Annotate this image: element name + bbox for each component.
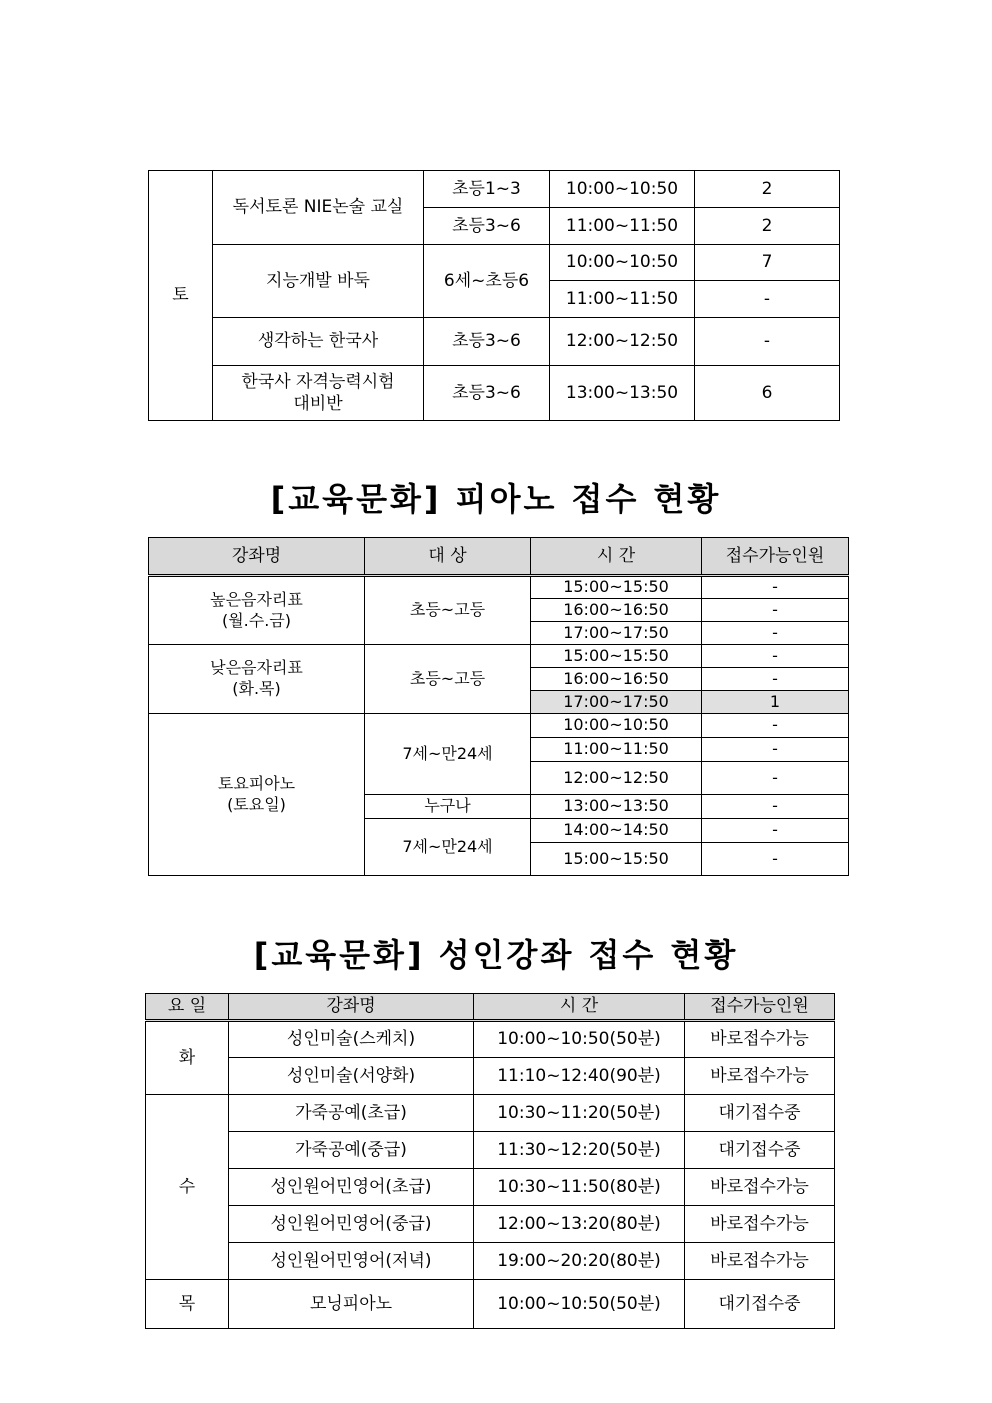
time-cell: 15:00~15:50 xyxy=(531,576,702,599)
target-cell: 초등1~3 xyxy=(424,171,550,208)
table-row xyxy=(146,1243,835,1280)
target-cell: 7세~만24세 xyxy=(365,819,531,876)
time-cell: 17:00~17:50 xyxy=(531,622,702,645)
avail-cell: - xyxy=(702,762,849,795)
course-cell xyxy=(149,576,365,645)
time-cell: 16:00~16:50 xyxy=(531,668,702,691)
avail-cell: - xyxy=(702,714,849,738)
course-cell: 가죽공예(초급) xyxy=(229,1095,474,1132)
table-row xyxy=(146,1021,835,1058)
avail-cell: 2 xyxy=(695,208,840,245)
course-days: (화.목) xyxy=(232,679,281,698)
table-row xyxy=(149,318,840,366)
adult-section-title: [교육문화] 성인강좌 접수 현황 xyxy=(253,936,739,974)
avail-cell: - xyxy=(702,819,849,843)
piano-table xyxy=(148,537,849,876)
day-cell: 수 xyxy=(146,1095,229,1280)
course-cell: 성인미술(서양화) xyxy=(229,1058,474,1095)
time-cell: 15:00~15:50 xyxy=(531,645,702,668)
course-line: 대비반 xyxy=(293,394,343,414)
avail-cell: - xyxy=(695,281,840,318)
target-cell: 7세~만24세 xyxy=(365,714,531,795)
avail-cell: - xyxy=(702,599,849,622)
time-cell: 10:00~10:50 xyxy=(531,714,702,738)
table-row xyxy=(146,1206,835,1243)
piano-section-title: [교육문화] 피아노 접수 현황 xyxy=(270,480,722,518)
day-cell: 화 xyxy=(146,1021,229,1095)
time-cell: 14:00~14:50 xyxy=(531,819,702,843)
header-target: 대 상 xyxy=(365,538,531,576)
course-days: (토요일) xyxy=(227,794,286,814)
header-day: 요 일 xyxy=(146,994,229,1021)
avail-cell: - xyxy=(702,795,849,819)
course-cell: 생각하는 한국사 xyxy=(213,318,424,366)
table-row xyxy=(149,171,840,208)
time-cell: 11:00~11:50 xyxy=(531,738,702,762)
time-cell: 10:30~11:50(80분) xyxy=(474,1169,685,1206)
avail-cell: 2 xyxy=(695,171,840,208)
course-cell xyxy=(149,645,365,714)
saturday-program-table xyxy=(148,170,840,421)
course-days: (월.수.금) xyxy=(221,610,292,630)
time-cell: 16:00~16:50 xyxy=(531,599,702,622)
table-row xyxy=(146,1095,835,1132)
time-cell: 11:10~12:40(90분) xyxy=(474,1058,685,1095)
course-cell: 지능개발 바둑 xyxy=(213,245,424,318)
table-row xyxy=(146,1132,835,1169)
table-row xyxy=(149,576,849,599)
status-cell: 바로접수가능 xyxy=(685,1169,835,1206)
course-cell: 가죽공예(중급) xyxy=(229,1132,474,1169)
header-time: 시 간 xyxy=(474,994,685,1021)
status-cell: 바로접수가능 xyxy=(685,1058,835,1095)
header-course: 강좌명 xyxy=(229,994,474,1021)
time-cell: 10:00~10:50(50분) xyxy=(474,1280,685,1329)
avail-cell: 1 xyxy=(702,691,849,714)
course-cell: 모닝피아노 xyxy=(229,1280,474,1329)
time-cell: 10:30~11:20(50분) xyxy=(474,1095,685,1132)
table-row xyxy=(146,1280,835,1329)
time-cell: 15:00~15:50 xyxy=(531,843,702,876)
target-cell: 초등~고등 xyxy=(365,576,531,645)
table-row xyxy=(146,1169,835,1206)
target-cell: 초등3~6 xyxy=(424,208,550,245)
course-cell: 독서토론 NIE논술 교실 xyxy=(213,171,424,245)
status-cell: 대기접수중 xyxy=(685,1095,835,1132)
course-cell: 성인원어민영어(초급) xyxy=(229,1169,474,1206)
target-cell: 초등3~6 xyxy=(424,366,550,421)
course-name: 토요피아노 xyxy=(217,773,296,793)
header-row xyxy=(146,994,835,1021)
time-cell: 17:00~17:50 xyxy=(531,691,702,714)
target-cell: 누구나 xyxy=(365,795,531,819)
day-cell: 목 xyxy=(146,1280,229,1329)
time-cell: 11:00~11:50 xyxy=(550,208,695,245)
time-cell: 10:00~10:50(50분) xyxy=(474,1021,685,1058)
course-name: 높은음자리표 xyxy=(210,589,303,609)
course-cell: 성인원어민영어(저녁) xyxy=(229,1243,474,1280)
course-cell: 성인원어민영어(중급) xyxy=(229,1206,474,1243)
time-cell: 12:00~13:20(80분) xyxy=(474,1206,685,1243)
day-cell: 토 xyxy=(149,171,213,421)
course-line: 한국사 자격능력시험 xyxy=(241,371,395,392)
status-cell: 바로접수가능 xyxy=(685,1243,835,1280)
table-row xyxy=(149,245,840,281)
avail-cell: 6 xyxy=(695,366,840,421)
avail-cell: - xyxy=(702,843,849,876)
adult-course-table xyxy=(145,993,835,1329)
avail-cell: - xyxy=(702,622,849,645)
target-cell: 초등~고등 xyxy=(365,645,531,714)
target-cell: 6세~초등6 xyxy=(424,245,550,318)
time-cell: 12:00~12:50 xyxy=(550,318,695,366)
time-cell: 10:00~10:50 xyxy=(550,245,695,281)
time-cell: 12:00~12:50 xyxy=(531,762,702,795)
table-row xyxy=(149,366,840,421)
time-cell: 13:00~13:50 xyxy=(550,366,695,421)
avail-cell: - xyxy=(695,318,840,366)
status-cell: 대기접수중 xyxy=(685,1280,835,1329)
table-row xyxy=(149,645,849,668)
status-cell: 바로접수가능 xyxy=(685,1021,835,1058)
target-cell: 초등3~6 xyxy=(424,318,550,366)
header-time: 시 간 xyxy=(531,538,702,576)
status-cell: 대기접수중 xyxy=(685,1132,835,1169)
header-row xyxy=(149,538,849,576)
course-cell xyxy=(149,714,365,876)
course-cell: 성인미술(스케치) xyxy=(229,1021,474,1058)
time-cell: 11:30~12:20(50분) xyxy=(474,1132,685,1169)
table-row xyxy=(146,1058,835,1095)
table-row xyxy=(149,714,849,738)
course-cell xyxy=(213,366,424,421)
avail-cell: - xyxy=(702,738,849,762)
header-avail: 접수가능인원 xyxy=(702,538,849,576)
header-avail: 접수가능인원 xyxy=(685,994,835,1021)
time-cell: 13:00~13:50 xyxy=(531,795,702,819)
avail-cell: 7 xyxy=(695,245,840,281)
status-cell: 바로접수가능 xyxy=(685,1206,835,1243)
avail-cell: - xyxy=(702,668,849,691)
time-cell: 19:00~20:20(80분) xyxy=(474,1243,685,1280)
avail-cell: - xyxy=(702,645,849,668)
time-cell: 11:00~11:50 xyxy=(550,281,695,318)
avail-cell: - xyxy=(702,576,849,599)
course-name: 낮은음자리표 xyxy=(210,658,303,678)
header-course: 강좌명 xyxy=(149,538,365,576)
time-cell: 10:00~10:50 xyxy=(550,171,695,208)
